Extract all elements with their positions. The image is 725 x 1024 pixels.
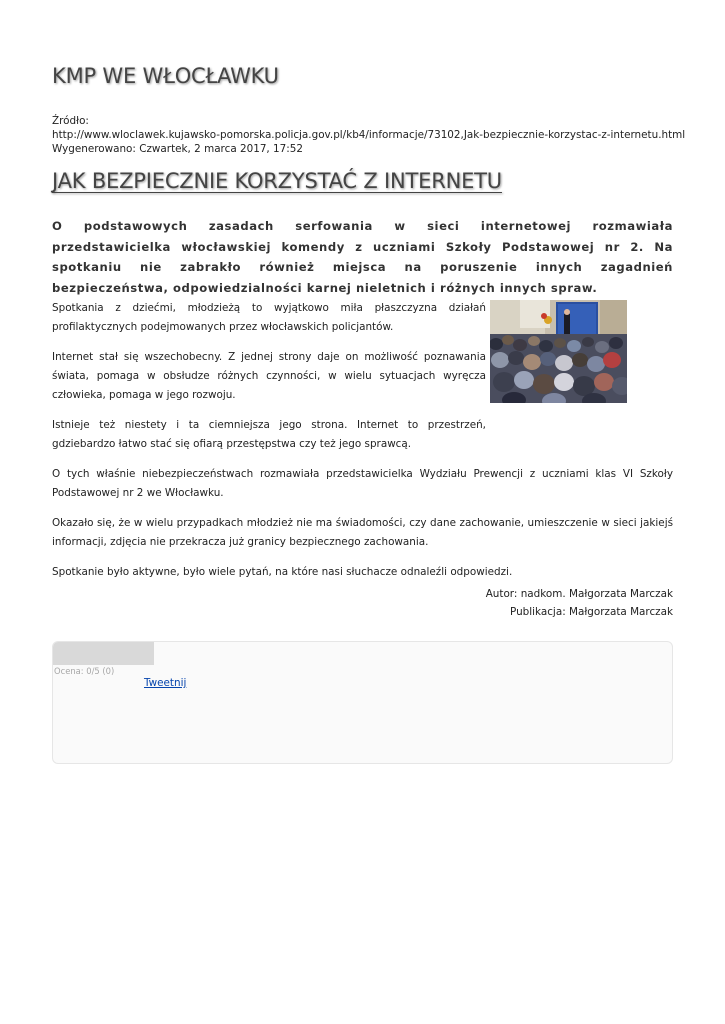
site-title: KMP WE WŁOCŁAWKU [52, 64, 279, 88]
source-label: Źródło: [52, 115, 89, 127]
article-body [52, 299, 673, 593]
article-paragraph: Okazało się, że w wielu przypadkach młodzież nie ma świadomości, czy dane zachowanie, umieszczenie w sieci jakiejś informacji, zdjęcia nie przekracza już granicy bezpiecznego zachowania. [52, 517, 673, 548]
source-url: http://www.wloclawek.kujawsko-pomorska.policja.gov.pl/kb4/informacje/73102,Jak-bezpiecznie-korzystac-z-internetu.html [52, 129, 686, 141]
article-paragraph: Spotkania z dziećmi, młodzieżą to wyjątkowo miła płaszczyzna działań profilaktycznych podejmowanych przez włocławskich policjantów. [52, 302, 486, 333]
article-title: JAK BEZPIECZNIE KORZYSTAĆ Z INTERNETU [52, 169, 502, 193]
article-paragraph: Spotkanie było aktywne, było wiele pytań, na które nasi słuchacze odnaleźli odpowiedzi. [52, 566, 513, 578]
rating-panel [52, 641, 673, 764]
rating-text: Ocena: 0/5 (0) [54, 666, 115, 676]
document-meta [52, 114, 686, 156]
article-credits [486, 585, 673, 621]
publication-line: Publikacja: Małgorzata Marczak [509, 606, 673, 618]
article-lead: O podstawowych zasadach serfowania w sieci internetowej rozmawiała przedstawicielka włocławskiej komendy z uczniami Szkoły Podstawowej nr 2. Na spotkaniu nie zabrakło również miejsca na poruszenie innych zagadnień bezpieczeństwa, odpowiedzialności karnej nieletnich i różnych innych spraw. [52, 219, 673, 295]
article-paragraph: Istnieje też niestety i ta ciemniejsza jego strona. Internet to przestrzeń, gdziebardzo łatwo stać się ofiarą przestępstwa czy też jego sprawcą. [52, 419, 486, 450]
author-line: Autor: nadkom. Małgorzata Marczak [485, 588, 673, 600]
article-paragraph: Internet stał się wszechobecny. Z jednej strony daje on możliwość poznawania świata, pomaga w obsłudze różnych czynności, w wielu sytuacjach wyręcza człowieka, pomaga w jego rozwoju. [52, 351, 486, 401]
article-paragraph: O tych właśnie niebezpieczeństwach rozmawiała przedstawicielka Wydziału Prewencji z uczniami klas VI Szkoły Podstawowej nr 2 we Włocławku. [52, 468, 673, 499]
generated-date: Wygenerowano: Czwartek, 2 marca 2017, 17:52 [52, 143, 303, 155]
rating-bar[interactable] [53, 642, 154, 665]
tweet-link[interactable]: Tweetnij [144, 677, 187, 689]
